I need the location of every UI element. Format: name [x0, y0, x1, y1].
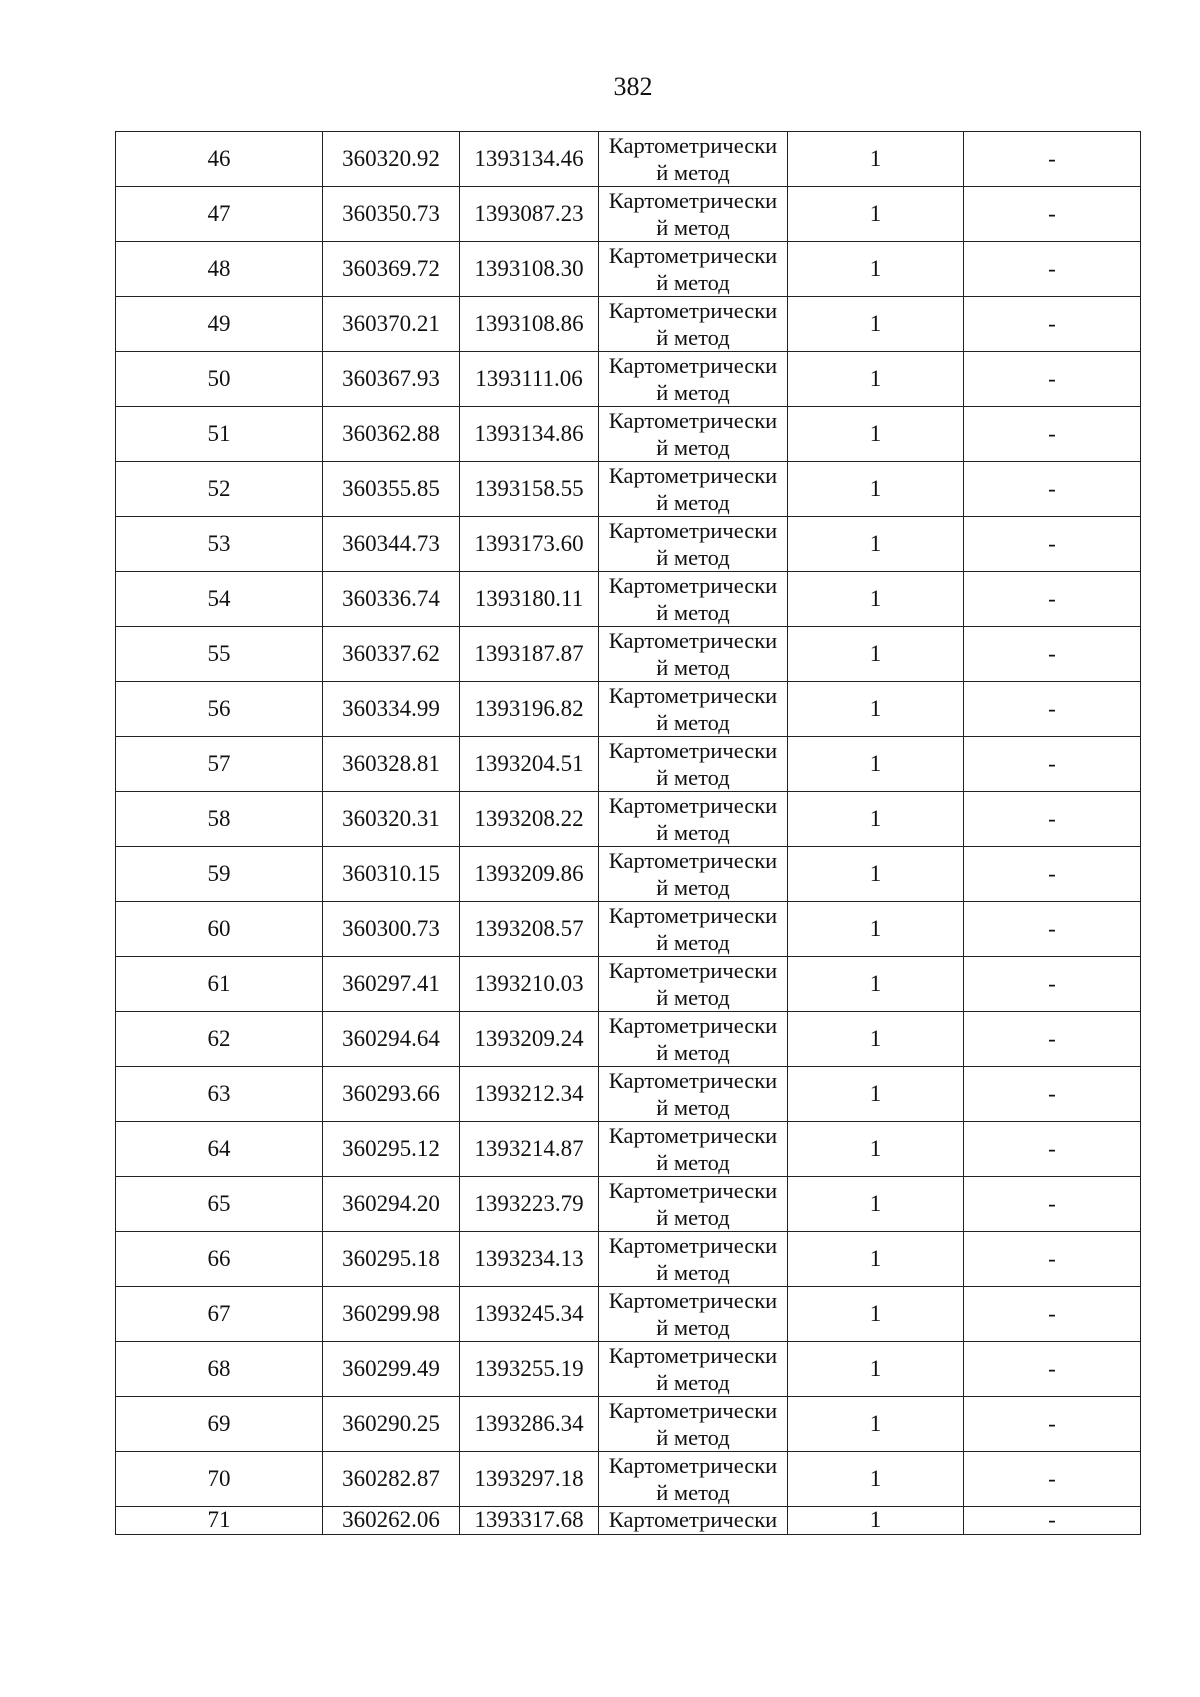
- method-text-line: Картометрически: [608, 243, 778, 268]
- method-text-line: й метод: [656, 655, 730, 680]
- table-row: [116, 627, 1141, 682]
- note-cell: -: [964, 1012, 1141, 1067]
- y-coordinate-cell: 1393087.23: [460, 187, 599, 242]
- method-cell: [599, 1232, 788, 1287]
- accuracy-cell: 1: [788, 517, 964, 572]
- y-coordinate-cell: 1393180.11: [460, 572, 599, 627]
- table-row: [116, 132, 1141, 187]
- accuracy-cell: 1: [788, 682, 964, 737]
- method-cell: [599, 1397, 788, 1452]
- method-cell: [599, 462, 788, 517]
- table-row: [116, 407, 1141, 462]
- method-text-line: й метод: [656, 1040, 730, 1065]
- accuracy-cell: 1: [788, 1012, 964, 1067]
- y-coordinate-cell: 1393234.13: [460, 1232, 599, 1287]
- accuracy-cell: 1: [788, 627, 964, 682]
- note-cell: -: [964, 1342, 1141, 1397]
- method-text-line: Картометрически: [608, 738, 778, 763]
- note-cell: -: [964, 1507, 1141, 1535]
- point-number-cell: 58: [116, 792, 323, 847]
- y-coordinate-cell: 1393108.86: [460, 297, 599, 352]
- note-cell: -: [964, 682, 1141, 737]
- method-text-line: й метод: [656, 820, 730, 845]
- method-text-line: Картометрически: [608, 793, 778, 818]
- x-coordinate-cell: 360369.72: [323, 242, 460, 297]
- method-text-line: й метод: [656, 985, 730, 1010]
- accuracy-cell: 1: [788, 957, 964, 1012]
- y-coordinate-cell: 1393134.46: [460, 132, 599, 187]
- table-row: [116, 1122, 1141, 1177]
- point-number-cell: 62: [116, 1012, 323, 1067]
- note-cell: -: [964, 517, 1141, 572]
- note-cell: -: [964, 1287, 1141, 1342]
- y-coordinate-cell: 1393208.57: [460, 902, 599, 957]
- table-row: [116, 847, 1141, 902]
- point-number-cell: 46: [116, 132, 323, 187]
- method-text-line: Картометрически: [608, 848, 778, 873]
- table-row: [116, 297, 1141, 352]
- method-cell: [599, 902, 788, 957]
- note-cell: -: [964, 187, 1141, 242]
- accuracy-cell: 1: [788, 352, 964, 407]
- x-coordinate-cell: 360320.92: [323, 132, 460, 187]
- table-row: [116, 1012, 1141, 1067]
- point-number-cell: 65: [116, 1177, 323, 1232]
- table-row: [116, 1177, 1141, 1232]
- method-cell: [599, 297, 788, 352]
- method-text-line: й метод: [656, 1150, 730, 1175]
- x-coordinate-cell: 360336.74: [323, 572, 460, 627]
- point-number-cell: 51: [116, 407, 323, 462]
- method-text-line: Картометрически: [608, 1453, 778, 1478]
- coordinates-table-body: [116, 132, 1141, 1535]
- note-cell: -: [964, 407, 1141, 462]
- method-text-line: Картометрически: [608, 353, 778, 378]
- table-row: [116, 462, 1141, 517]
- table-row: [116, 1342, 1141, 1397]
- table-row: [116, 682, 1141, 737]
- method-cell: [599, 957, 788, 1012]
- note-cell: -: [964, 242, 1141, 297]
- x-coordinate-cell: 360362.88: [323, 407, 460, 462]
- accuracy-cell: 1: [788, 1122, 964, 1177]
- method-cell: [599, 1177, 788, 1232]
- note-cell: -: [964, 737, 1141, 792]
- point-number-cell: 55: [116, 627, 323, 682]
- x-coordinate-cell: 360290.25: [323, 1397, 460, 1452]
- method-text-line: Картометрически: [608, 1507, 778, 1532]
- x-coordinate-cell: 360295.12: [323, 1122, 460, 1177]
- point-number-cell: 60: [116, 902, 323, 957]
- x-coordinate-cell: 360294.64: [323, 1012, 460, 1067]
- point-number-cell: 68: [116, 1342, 323, 1397]
- method-text-line: Картометрически: [608, 903, 778, 928]
- method-text-line: й метод: [656, 270, 730, 295]
- note-cell: -: [964, 462, 1141, 517]
- x-coordinate-cell: 360310.15: [323, 847, 460, 902]
- y-coordinate-cell: 1393108.30: [460, 242, 599, 297]
- method-cell: [599, 407, 788, 462]
- method-cell: [599, 1342, 788, 1397]
- accuracy-cell: 1: [788, 1452, 964, 1507]
- accuracy-cell: 1: [788, 902, 964, 957]
- note-cell: -: [964, 627, 1141, 682]
- accuracy-cell: 1: [788, 737, 964, 792]
- note-cell: -: [964, 352, 1141, 407]
- method-text-line: й метод: [656, 490, 730, 515]
- accuracy-cell: 1: [788, 407, 964, 462]
- method-text-line: Картометрически: [608, 133, 778, 158]
- x-coordinate-cell: 360294.20: [323, 1177, 460, 1232]
- method-text-line: й метод: [656, 215, 730, 240]
- method-text-line: Картометрически: [608, 573, 778, 598]
- method-cell: [599, 517, 788, 572]
- method-text-line: Картометрически: [608, 1123, 778, 1148]
- point-number-cell: 52: [116, 462, 323, 517]
- y-coordinate-cell: 1393208.22: [460, 792, 599, 847]
- accuracy-cell: 1: [788, 792, 964, 847]
- note-cell: -: [964, 902, 1141, 957]
- table-row: [116, 517, 1141, 572]
- y-coordinate-cell: 1393204.51: [460, 737, 599, 792]
- point-number-cell: 70: [116, 1452, 323, 1507]
- table-row: [116, 352, 1141, 407]
- note-cell: -: [964, 1452, 1141, 1507]
- point-number-cell: 49: [116, 297, 323, 352]
- y-coordinate-cell: 1393209.24: [460, 1012, 599, 1067]
- method-cell: [599, 1287, 788, 1342]
- y-coordinate-cell: 1393212.34: [460, 1067, 599, 1122]
- method-text-line: Картометрически: [608, 1013, 778, 1038]
- method-cell: [599, 132, 788, 187]
- y-coordinate-cell: 1393317.68: [460, 1507, 599, 1535]
- y-coordinate-cell: 1393286.34: [460, 1397, 599, 1452]
- table-row: [116, 1397, 1141, 1452]
- point-number-cell: 56: [116, 682, 323, 737]
- y-coordinate-cell: 1393173.60: [460, 517, 599, 572]
- method-text-line: й метод: [656, 380, 730, 405]
- point-number-cell: 71: [116, 1507, 323, 1535]
- method-text-line: й метод: [656, 545, 730, 570]
- method-cell: [599, 1507, 788, 1535]
- method-text-line: Картометрически: [608, 518, 778, 543]
- y-coordinate-cell: 1393134.86: [460, 407, 599, 462]
- y-coordinate-cell: 1393214.87: [460, 1122, 599, 1177]
- point-number-cell: 69: [116, 1397, 323, 1452]
- method-text-line: Картометрически: [608, 683, 778, 708]
- point-number-cell: 50: [116, 352, 323, 407]
- method-text-line: й метод: [656, 1370, 730, 1395]
- method-text-line: Картометрически: [608, 298, 778, 323]
- x-coordinate-cell: 360299.49: [323, 1342, 460, 1397]
- table-row: [116, 572, 1141, 627]
- method-text-line: й метод: [656, 930, 730, 955]
- note-cell: -: [964, 1397, 1141, 1452]
- point-number-cell: 63: [116, 1067, 323, 1122]
- method-text-line: й метод: [656, 325, 730, 350]
- method-cell: [599, 627, 788, 682]
- method-text-line: й метод: [656, 1205, 730, 1230]
- accuracy-cell: 1: [788, 1232, 964, 1287]
- method-cell: [599, 352, 788, 407]
- accuracy-cell: 1: [788, 297, 964, 352]
- x-coordinate-cell: 360370.21: [323, 297, 460, 352]
- method-cell: [599, 737, 788, 792]
- method-text-line: Картометрически: [608, 958, 778, 983]
- note-cell: -: [964, 1177, 1141, 1232]
- coordinates-table: [115, 131, 1141, 1535]
- accuracy-cell: 1: [788, 847, 964, 902]
- method-cell: [599, 847, 788, 902]
- method-text-line: Картометрически: [608, 188, 778, 213]
- method-text-line: й метод: [656, 1095, 730, 1120]
- table-row: [116, 1452, 1141, 1507]
- x-coordinate-cell: 360300.73: [323, 902, 460, 957]
- x-coordinate-cell: 360299.98: [323, 1287, 460, 1342]
- method-text-line: Картометрически: [608, 1233, 778, 1258]
- method-text-line: й метод: [656, 1260, 730, 1285]
- page-number: 382: [613, 72, 653, 101]
- point-number-cell: 48: [116, 242, 323, 297]
- x-coordinate-cell: 360367.93: [323, 352, 460, 407]
- accuracy-cell: 1: [788, 1397, 964, 1452]
- y-coordinate-cell: 1393255.19: [460, 1342, 599, 1397]
- method-text-line: й метод: [656, 1315, 730, 1340]
- method-cell: [599, 1452, 788, 1507]
- table-row: [116, 902, 1141, 957]
- method-text-line: й метод: [656, 160, 730, 185]
- method-cell: [599, 1067, 788, 1122]
- y-coordinate-cell: 1393196.82: [460, 682, 599, 737]
- method-text-line: Картометрически: [608, 1178, 778, 1203]
- x-coordinate-cell: 360344.73: [323, 517, 460, 572]
- table-row: [116, 187, 1141, 242]
- x-coordinate-cell: 360293.66: [323, 1067, 460, 1122]
- method-text-line: Картометрически: [608, 1343, 778, 1368]
- method-text-line: й метод: [656, 600, 730, 625]
- method-cell: [599, 1122, 788, 1177]
- method-cell: [599, 682, 788, 737]
- x-coordinate-cell: 360297.41: [323, 957, 460, 1012]
- y-coordinate-cell: 1393297.18: [460, 1452, 599, 1507]
- accuracy-cell: 1: [788, 187, 964, 242]
- note-cell: -: [964, 957, 1141, 1012]
- note-cell: -: [964, 792, 1141, 847]
- x-coordinate-cell: 360295.18: [323, 1232, 460, 1287]
- table-row: [116, 792, 1141, 847]
- x-coordinate-cell: 360282.87: [323, 1452, 460, 1507]
- x-coordinate-cell: 360320.31: [323, 792, 460, 847]
- method-cell: [599, 572, 788, 627]
- point-number-cell: 67: [116, 1287, 323, 1342]
- method-text-line: Картометрически: [608, 408, 778, 433]
- accuracy-cell: 1: [788, 1342, 964, 1397]
- table-row: [116, 1507, 1141, 1535]
- table-row: [116, 1287, 1141, 1342]
- x-coordinate-cell: 360334.99: [323, 682, 460, 737]
- table-row: [116, 957, 1141, 1012]
- method-text-line: й метод: [656, 765, 730, 790]
- y-coordinate-cell: 1393187.87: [460, 627, 599, 682]
- method-cell: [599, 1012, 788, 1067]
- x-coordinate-cell: 360350.73: [323, 187, 460, 242]
- y-coordinate-cell: 1393209.86: [460, 847, 599, 902]
- method-cell: [599, 187, 788, 242]
- accuracy-cell: 1: [788, 1067, 964, 1122]
- y-coordinate-cell: 1393158.55: [460, 462, 599, 517]
- method-text-line: Картометрически: [608, 628, 778, 653]
- method-text-line: Картометрически: [608, 1288, 778, 1313]
- point-number-cell: 66: [116, 1232, 323, 1287]
- point-number-cell: 61: [116, 957, 323, 1012]
- method-text-line: й метод: [656, 710, 730, 735]
- note-cell: -: [964, 847, 1141, 902]
- point-number-cell: 59: [116, 847, 323, 902]
- method-text-line: й метод: [656, 1425, 730, 1450]
- y-coordinate-cell: 1393223.79: [460, 1177, 599, 1232]
- accuracy-cell: 1: [788, 242, 964, 297]
- note-cell: -: [964, 132, 1141, 187]
- accuracy-cell: 1: [788, 572, 964, 627]
- accuracy-cell: 1: [788, 462, 964, 517]
- accuracy-cell: 1: [788, 1177, 964, 1232]
- note-cell: -: [964, 572, 1141, 627]
- y-coordinate-cell: 1393245.34: [460, 1287, 599, 1342]
- x-coordinate-cell: 360328.81: [323, 737, 460, 792]
- table-row: [116, 737, 1141, 792]
- method-cell: [599, 242, 788, 297]
- method-text-line: Картометрически: [608, 463, 778, 488]
- accuracy-cell: 1: [788, 132, 964, 187]
- method-text-line: й метод: [656, 875, 730, 900]
- accuracy-cell: 1: [788, 1287, 964, 1342]
- method-text-line: й метод: [656, 1480, 730, 1505]
- x-coordinate-cell: 360262.06: [323, 1507, 460, 1535]
- point-number-cell: 53: [116, 517, 323, 572]
- note-cell: -: [964, 1067, 1141, 1122]
- accuracy-cell: 1: [788, 1507, 964, 1535]
- note-cell: -: [964, 297, 1141, 352]
- x-coordinate-cell: 360337.62: [323, 627, 460, 682]
- point-number-cell: 47: [116, 187, 323, 242]
- table-row: [116, 242, 1141, 297]
- table-row: [116, 1232, 1141, 1287]
- method-text-line: Картометрически: [608, 1068, 778, 1093]
- point-number-cell: 57: [116, 737, 323, 792]
- y-coordinate-cell: 1393210.03: [460, 957, 599, 1012]
- y-coordinate-cell: 1393111.06: [460, 352, 599, 407]
- table-row: [116, 1067, 1141, 1122]
- x-coordinate-cell: 360355.85: [323, 462, 460, 517]
- note-cell: -: [964, 1232, 1141, 1287]
- method-cell: [599, 792, 788, 847]
- point-number-cell: 64: [116, 1122, 323, 1177]
- note-cell: -: [964, 1122, 1141, 1177]
- method-text-line: й метод: [656, 435, 730, 460]
- method-text-line: Картометрически: [608, 1398, 778, 1423]
- point-number-cell: 54: [116, 572, 323, 627]
